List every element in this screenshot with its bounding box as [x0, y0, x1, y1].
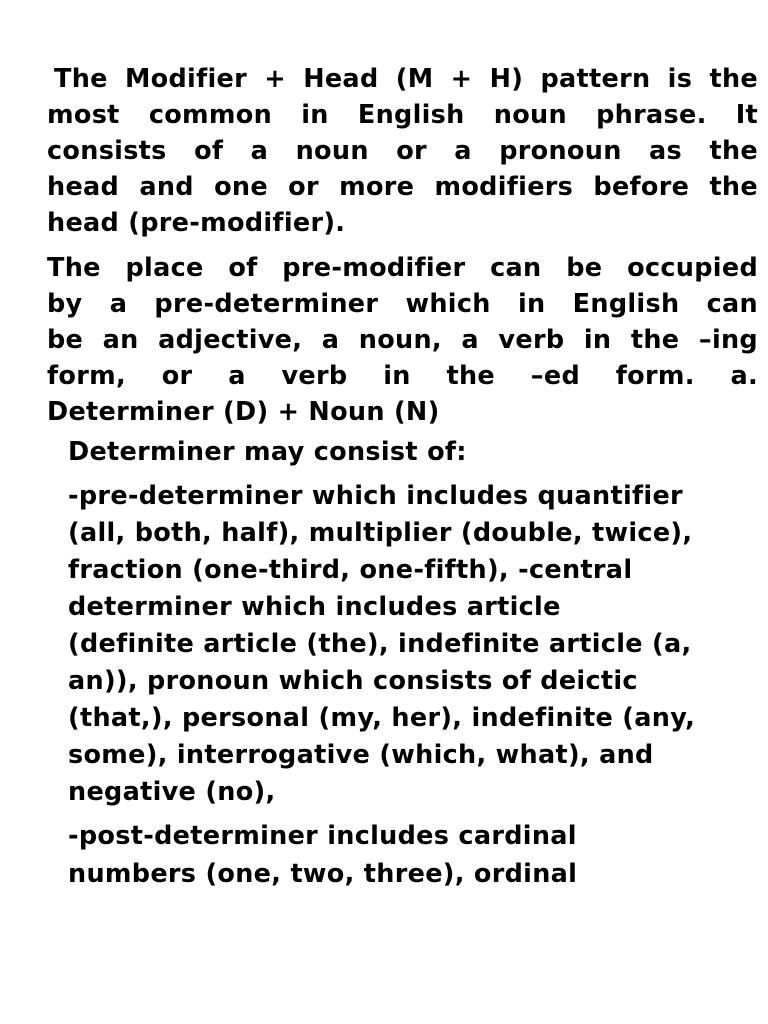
text-line: (that,), personal (my, her), indefinite (any,	[68, 703, 696, 733]
text-line: fraction (one-third, one-fifth), -central	[68, 555, 633, 585]
text-line: The Modifier + Head (M + H) pattern is the	[54, 64, 758, 94]
text-line: (definite article (the), indefinite article (a,	[68, 629, 692, 659]
text-line: be an adjective, a noun, a verb in the –ing	[47, 325, 758, 355]
text-line: -pre-determiner which includes quantifier	[68, 481, 683, 511]
text-line: (all, both, half), multiplier (double, twice),	[68, 518, 693, 548]
text-line: head (pre-modifier).	[47, 208, 346, 238]
text-line: by a pre-determiner which in English can	[47, 289, 758, 319]
determiner-heading: Determiner may consist of:	[68, 437, 467, 467]
text-line: determiner which includes article	[68, 592, 561, 622]
text-line: some), interrogative (which, what), and	[68, 740, 654, 770]
text-line: -post-determiner includes cardinal	[68, 821, 577, 851]
text-line: most common in English noun phrase. It	[47, 100, 758, 130]
text-line: an)), pronoun which consists of deictic	[68, 666, 638, 696]
text-line: negative (no),	[68, 777, 276, 807]
text-line: numbers (one, two, three), ordinal	[68, 859, 578, 889]
text-line: Determiner (D) + Noun (N)	[47, 397, 440, 427]
text-line: head and one or more modifiers before the	[47, 172, 758, 202]
text-line: form, or a verb in the –ed form. a.	[47, 361, 758, 391]
text-line: The place of pre-modifier can be occupied	[47, 253, 758, 283]
text-line: consists of a noun or a pronoun as the	[47, 136, 758, 166]
